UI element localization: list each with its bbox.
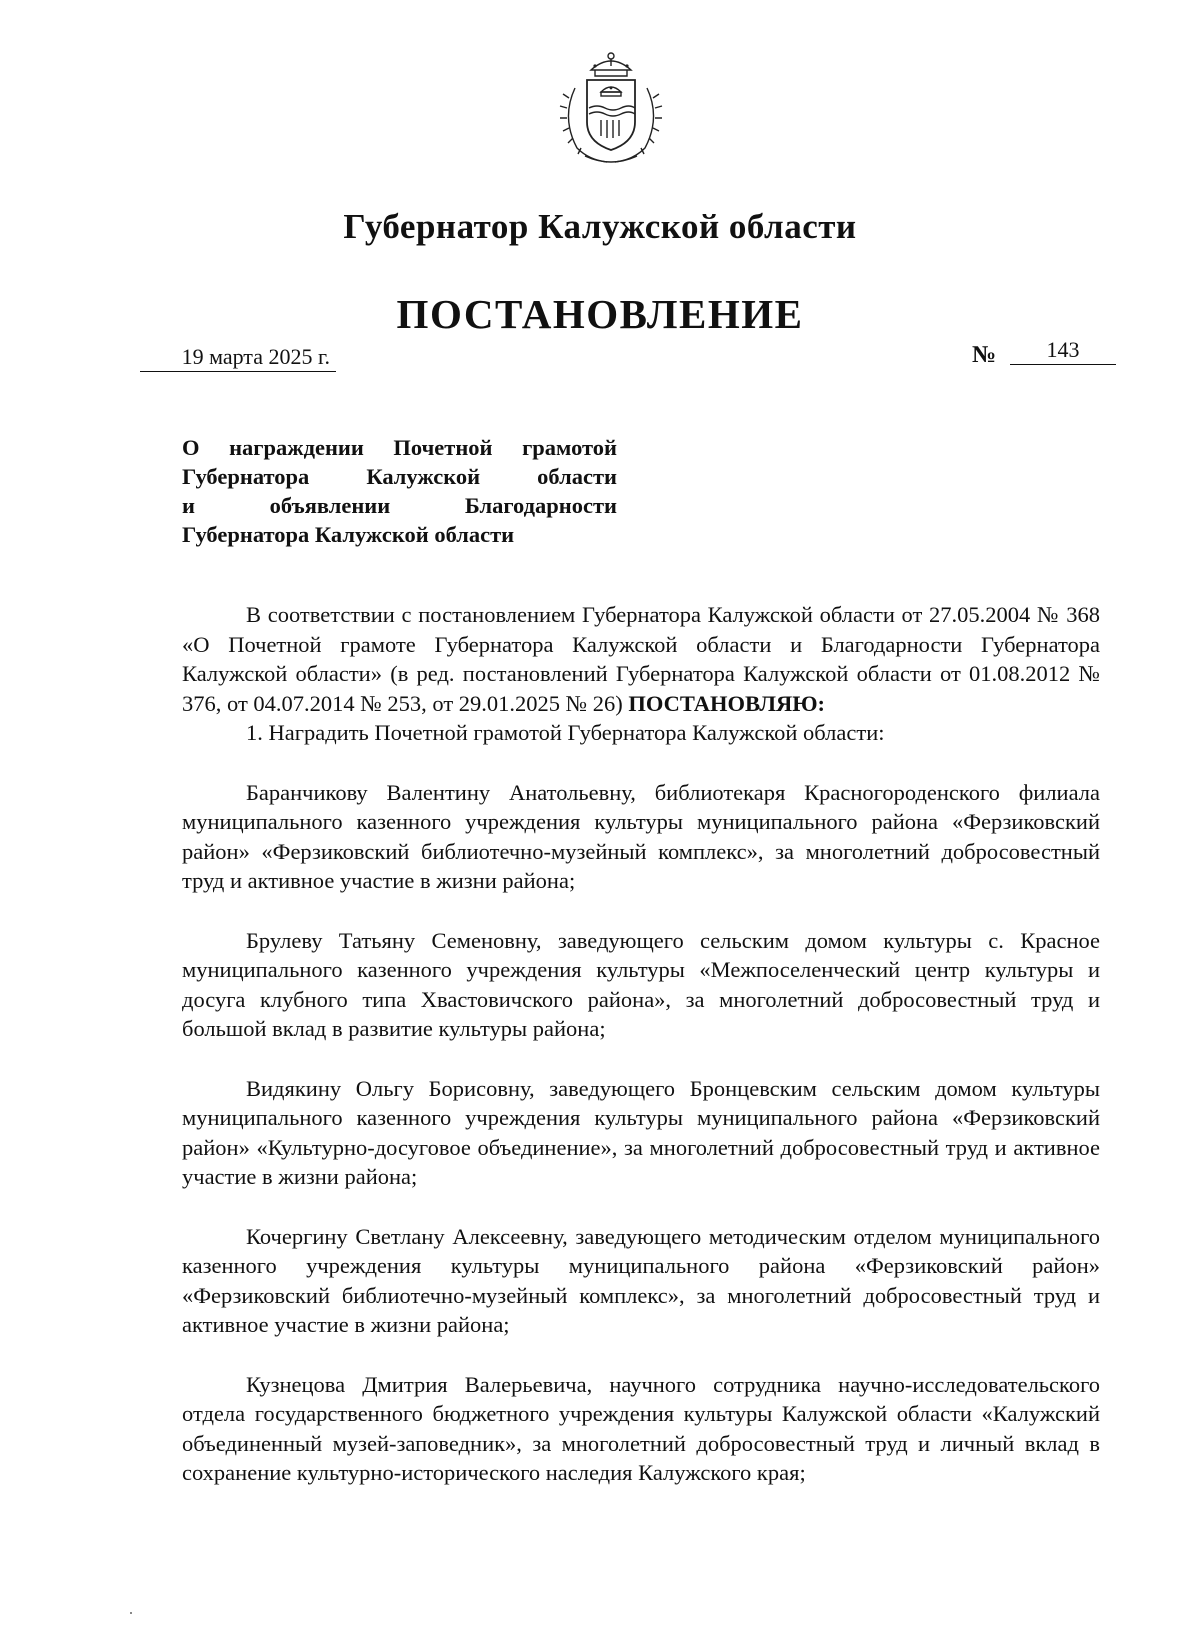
subject-line: О награждении Почетной грамотой xyxy=(182,435,617,460)
subject-line: и объявлении Благодарности xyxy=(182,493,617,518)
document-date: 19 марта 2025 г. xyxy=(140,343,336,372)
scan-speck xyxy=(130,1612,132,1614)
awardee-paragraph: Видякину Ольгу Борисовну, заведующего Бронцевским сельским домом культуры муниципального казенного учреждения культуры муниципального района «Ферзиковский район» «Культурно-досуговое объединение», за многолетний добросовестный труд и активное участие в жизни района; xyxy=(182,1075,1100,1189)
coat-of-arms-emblem xyxy=(555,48,667,170)
awardee-paragraph: Кочергину Светлану Алексеевну, заведующего методическим отделом муниципального казенного учреждения культуры муниципального района «Ферзиковский район» «Ферзиковский библиотечно-музейный комплекс», за многолетний добросовестный труд и активное участие в жизни района; xyxy=(182,1223,1100,1337)
document-subject xyxy=(182,433,617,549)
document-type-heading: ПОСТАНОВЛЕНИЕ xyxy=(396,291,804,337)
subject-line: Губернатора Калужской области xyxy=(182,464,617,489)
awardee-paragraph: Баранчикову Валентину Анатольевну, библиотекаря Красногороденского филиала муниципального казенного учреждения культуры муниципального района «Ферзиковский район» «Ферзиковский библиотечно-музейный комплекс», за многолетний добросовестный труд и активное участие в жизни района; xyxy=(182,779,1100,893)
preamble-paragraph xyxy=(182,600,1100,718)
awardee-paragraph: Брулеву Татьяну Семеновну, заведующего сельским домом культуры с. Красное муниципального казенного учреждения культуры «Межпоселенческий центр культуры и досуга клубного типа Хвастовичского района», за многолетний добросовестный труд и большой вклад в развитие культуры района; xyxy=(182,927,1100,1041)
item-1: 1. Наградить Почетной грамотой Губернатора Калужской области: xyxy=(246,720,885,745)
subject-line: Губернатора Калужской области xyxy=(182,522,515,547)
document-body xyxy=(182,600,1100,1488)
awardee-paragraph: Кузнецова Дмитрия Валерьевича, научного сотрудника научно-исследовательского отдела государственного бюджетного учреждения культуры Калужской области «Калужский объединенный музей-заповедник», за многолетний добросовестный труд и личный вклад в сохранение культурно-исторического наследия Калужского края; xyxy=(182,1371,1100,1485)
decree-word: ПОСТАНОВЛЯЮ: xyxy=(628,690,826,716)
document-number: 143 xyxy=(1010,336,1116,365)
number-sign: № xyxy=(972,342,997,368)
issuer-title: Губернатор Калужской области xyxy=(343,207,857,246)
preamble-text: В соответствии с постановлением Губернатора Калужской области от 27.05.2004 № 368 «О Почетной грамоте Губернатора Калужской области и Благодарности Губернатора Калужской области» (в ред. постановлений Губернатора Калужской области от 01.08.2012 № 376, от 04.07.2014 № 253, от 29.01.2025 № 26) xyxy=(182,602,1100,716)
